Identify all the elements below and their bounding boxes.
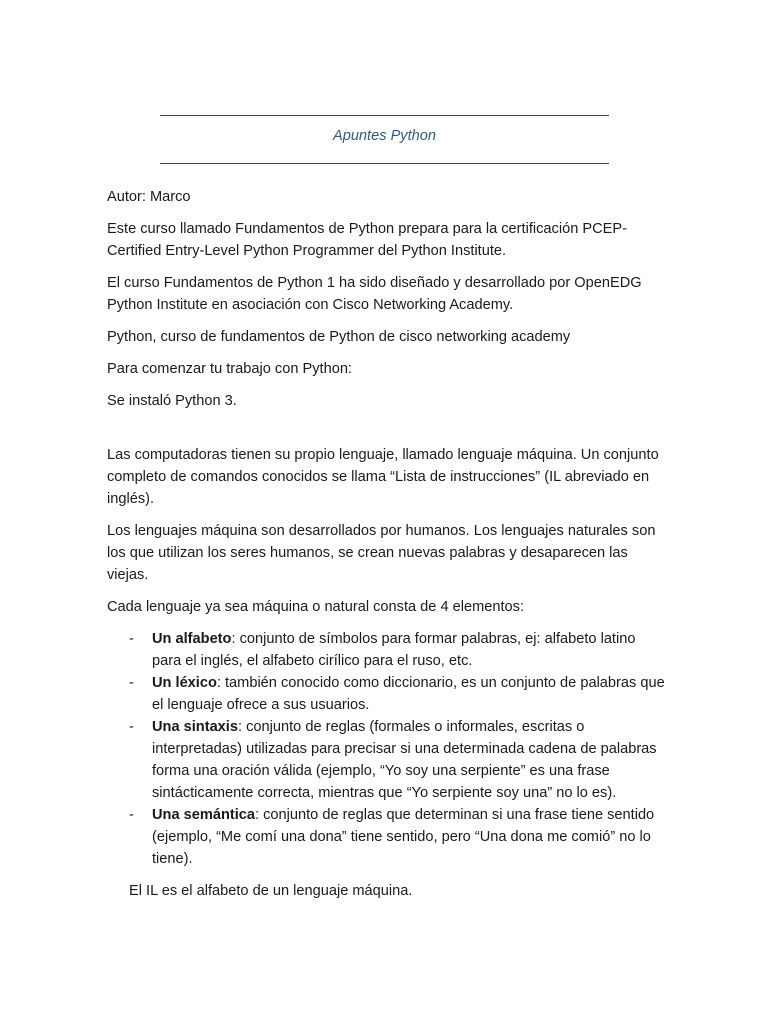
- list-item: [107, 628, 667, 672]
- header-rule-bottom: [160, 163, 609, 164]
- author-line: Autor: Marco: [107, 189, 191, 205]
- paragraph-il-note: El IL es el alfabeto de un lenguaje máquina.: [129, 883, 413, 899]
- list-bullet: -: [129, 807, 134, 823]
- blank-line: [107, 422, 667, 444]
- paragraph-python-installed: Se instaló Python 3.: [107, 393, 237, 409]
- list-term: Un léxico: [152, 675, 217, 691]
- paragraph-four-elements: Cada lenguaje ya sea máquina o natural consta de 4 elementos:: [107, 599, 525, 615]
- paragraph-natural-language: Los lenguajes máquina son desarrollados por humanos. Los lenguajes naturales son los que utilizan los seres humanos, se crean nuevas palabras y desaparecen las viejas.: [107, 523, 656, 583]
- list-bullet: -: [129, 675, 134, 691]
- list-term: Un alfabeto: [152, 631, 232, 647]
- list-item: [107, 672, 667, 716]
- list-text: : también conocido como diccionario, es un conjunto de palabras que el lenguaje ofrece a sus usuarios.: [152, 675, 665, 713]
- paragraph-course-origin: El curso Fundamentos de Python 1 ha sido diseñado y desarrollado por OpenEDG Python Institute en asociación con Cisco Networking Academy.: [107, 275, 642, 313]
- paragraph-course-name: Python, curso de fundamentos de Python de cisco networking academy: [107, 329, 571, 345]
- paragraph-getting-started: Para comenzar tu trabajo con Python:: [107, 361, 352, 377]
- list-text: : conjunto de símbolos para formar palabras, ej: alfabeto latino para el inglés, el alfabeto cirílico para el ruso, etc.: [152, 631, 636, 669]
- list-term: Una semántica: [152, 807, 256, 823]
- list-item: [107, 804, 667, 870]
- paragraph-machine-language: Las computadoras tienen su propio lenguaje, llamado lenguaje máquina. Un conjunto completo de comandos conocidos se llama “Lista de instrucciones” (IL abreviado en inglés).: [107, 447, 659, 507]
- list-bullet: -: [129, 719, 134, 735]
- elements-list: [107, 628, 667, 870]
- list-term: Una sintaxis: [152, 719, 238, 735]
- list-text: : conjunto de reglas que determinan si una frase tiene sentido (ejemplo, “Me comí una dona” tiene sentido, pero “Una dona me comió” no lo tiene).: [152, 807, 655, 867]
- document-title: Apuntes Python: [332, 128, 437, 144]
- paragraph-course-intro: Este curso llamado Fundamentos de Python prepara para la certificación PCEP-Certified Entry-Level Python Programmer del Python Institute.: [107, 221, 627, 259]
- list-text: : conjunto de reglas (formales o informales, escritas o interpretadas) utilizadas para precisar si una determinada cadena de palabras forma una oración válida (ejemplo, “Yo soy una serpiente” es una frase sintácticamente correcta, mientras que “Yo serpiente soy una” no lo es).: [152, 719, 657, 801]
- list-bullet: -: [129, 631, 134, 647]
- header-rule-top: [160, 115, 609, 116]
- list-item: [107, 716, 667, 804]
- document-body: [107, 186, 667, 912]
